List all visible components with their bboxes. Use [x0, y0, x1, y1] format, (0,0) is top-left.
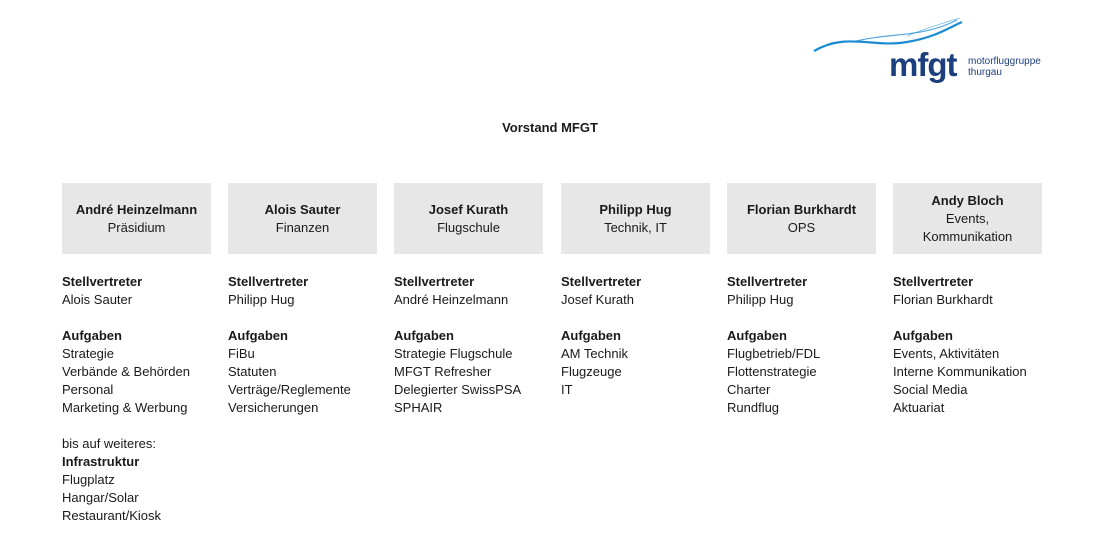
member-role: Technik, IT [604, 219, 667, 235]
deputy-name: Josef Kurath [561, 292, 634, 307]
member-column [394, 183, 543, 417]
task-item: MFGT Refresher [394, 364, 492, 379]
extra-item: Flugplatz [62, 472, 115, 487]
member-box [561, 183, 710, 254]
task-item: AM Technik [561, 346, 628, 361]
deputy-name: Philipp Hug [727, 292, 794, 307]
task-item: Rundflug [727, 400, 780, 415]
spacer [727, 309, 876, 327]
deputy-name: Alois Sauter [62, 292, 133, 307]
member-box [228, 183, 377, 254]
task-item: Delegierter SwissPSA [394, 382, 522, 397]
member-column [727, 183, 876, 417]
spacer [561, 309, 710, 327]
logo-mark: mfgt [889, 46, 957, 83]
member-name: Philipp Hug [599, 201, 672, 217]
extra-item: Hangar/Solar [62, 490, 139, 505]
member-details [893, 254, 1042, 417]
tasks-heading: Aufgaben [893, 328, 953, 343]
member-box [62, 183, 211, 254]
member-details [62, 254, 211, 525]
member-details [228, 254, 377, 417]
task-item: FiBu [228, 346, 255, 361]
member-name: Florian Burkhardt [746, 201, 857, 217]
member-column [228, 183, 377, 417]
extra-intro: bis auf weiteres: [62, 436, 156, 451]
mfgt-logo [812, 14, 1052, 86]
member-role: Events, [945, 210, 990, 226]
task-item: Personal [62, 382, 114, 397]
deputy-heading: Stellvertreter [228, 274, 309, 289]
tasks-heading: Aufgaben [561, 328, 621, 343]
task-item: SPHAIR [394, 400, 443, 415]
task-item: Marketing & Werbung [62, 400, 188, 415]
tasks-heading: Aufgaben [727, 328, 787, 343]
member-role: Kommunikation [922, 228, 1013, 244]
deputy-heading: Stellvertreter [394, 274, 475, 289]
deputy-heading: Stellvertreter [561, 274, 642, 289]
chart-title: Vorstand MFGT [502, 120, 598, 135]
task-item: Verbände & Behörden [62, 364, 190, 379]
deputy-name: Florian Burkhardt [893, 292, 993, 307]
member-role: Finanzen [275, 219, 330, 235]
task-item: Versicherungen [228, 400, 319, 415]
logo-subtitle: motorfluggruppe thurgau [968, 56, 1041, 78]
deputy-name: Philipp Hug [228, 292, 295, 307]
spacer [394, 309, 543, 327]
member-role: OPS [787, 219, 816, 235]
task-item: Statuten [228, 364, 277, 379]
member-role: Flugschule [437, 219, 500, 235]
member-role: Präsidium [107, 219, 166, 235]
member-column [62, 183, 211, 525]
tasks-heading: Aufgaben [62, 328, 122, 343]
member-name: Josef Kurath [428, 201, 509, 217]
member-box [727, 183, 876, 254]
task-item: Events, Aktivitäten [893, 346, 1000, 361]
member-column [561, 183, 710, 399]
member-details [394, 254, 543, 417]
spacer [228, 309, 377, 327]
spacer [62, 309, 211, 327]
deputy-heading: Stellvertreter [727, 274, 808, 289]
tasks-heading: Aufgaben [228, 328, 288, 343]
member-name: Andy Bloch [931, 192, 1004, 208]
member-box [893, 183, 1042, 254]
member-column [893, 183, 1042, 417]
task-item: Interne Kommunikation [893, 364, 1027, 379]
member-name: Alois Sauter [264, 201, 341, 217]
spacer [62, 417, 211, 435]
task-item: Flottenstrategie [727, 364, 817, 379]
task-item: Flugzeuge [561, 364, 622, 379]
task-item: Flugbetrieb/FDL [727, 346, 821, 361]
member-details [727, 254, 876, 417]
extra-heading: Infrastruktur [62, 454, 140, 469]
task-item: Charter [727, 382, 771, 397]
task-item: Aktuariat [893, 400, 945, 415]
member-details [561, 254, 710, 399]
deputy-name: André Heinzelmann [394, 292, 509, 307]
task-item: Strategie [62, 346, 115, 361]
deputy-heading: Stellvertreter [62, 274, 143, 289]
tasks-heading: Aufgaben [394, 328, 454, 343]
deputy-heading: Stellvertreter [893, 274, 974, 289]
member-name: André Heinzelmann [75, 201, 198, 217]
task-item: Verträge/Reglemente [228, 382, 351, 397]
task-item: Strategie Flugschule [394, 346, 513, 361]
extra-item: Restaurant/Kiosk [62, 508, 161, 523]
task-item: IT [561, 382, 573, 397]
spacer [893, 309, 1042, 327]
member-box [394, 183, 543, 254]
task-item: Social Media [893, 382, 968, 397]
